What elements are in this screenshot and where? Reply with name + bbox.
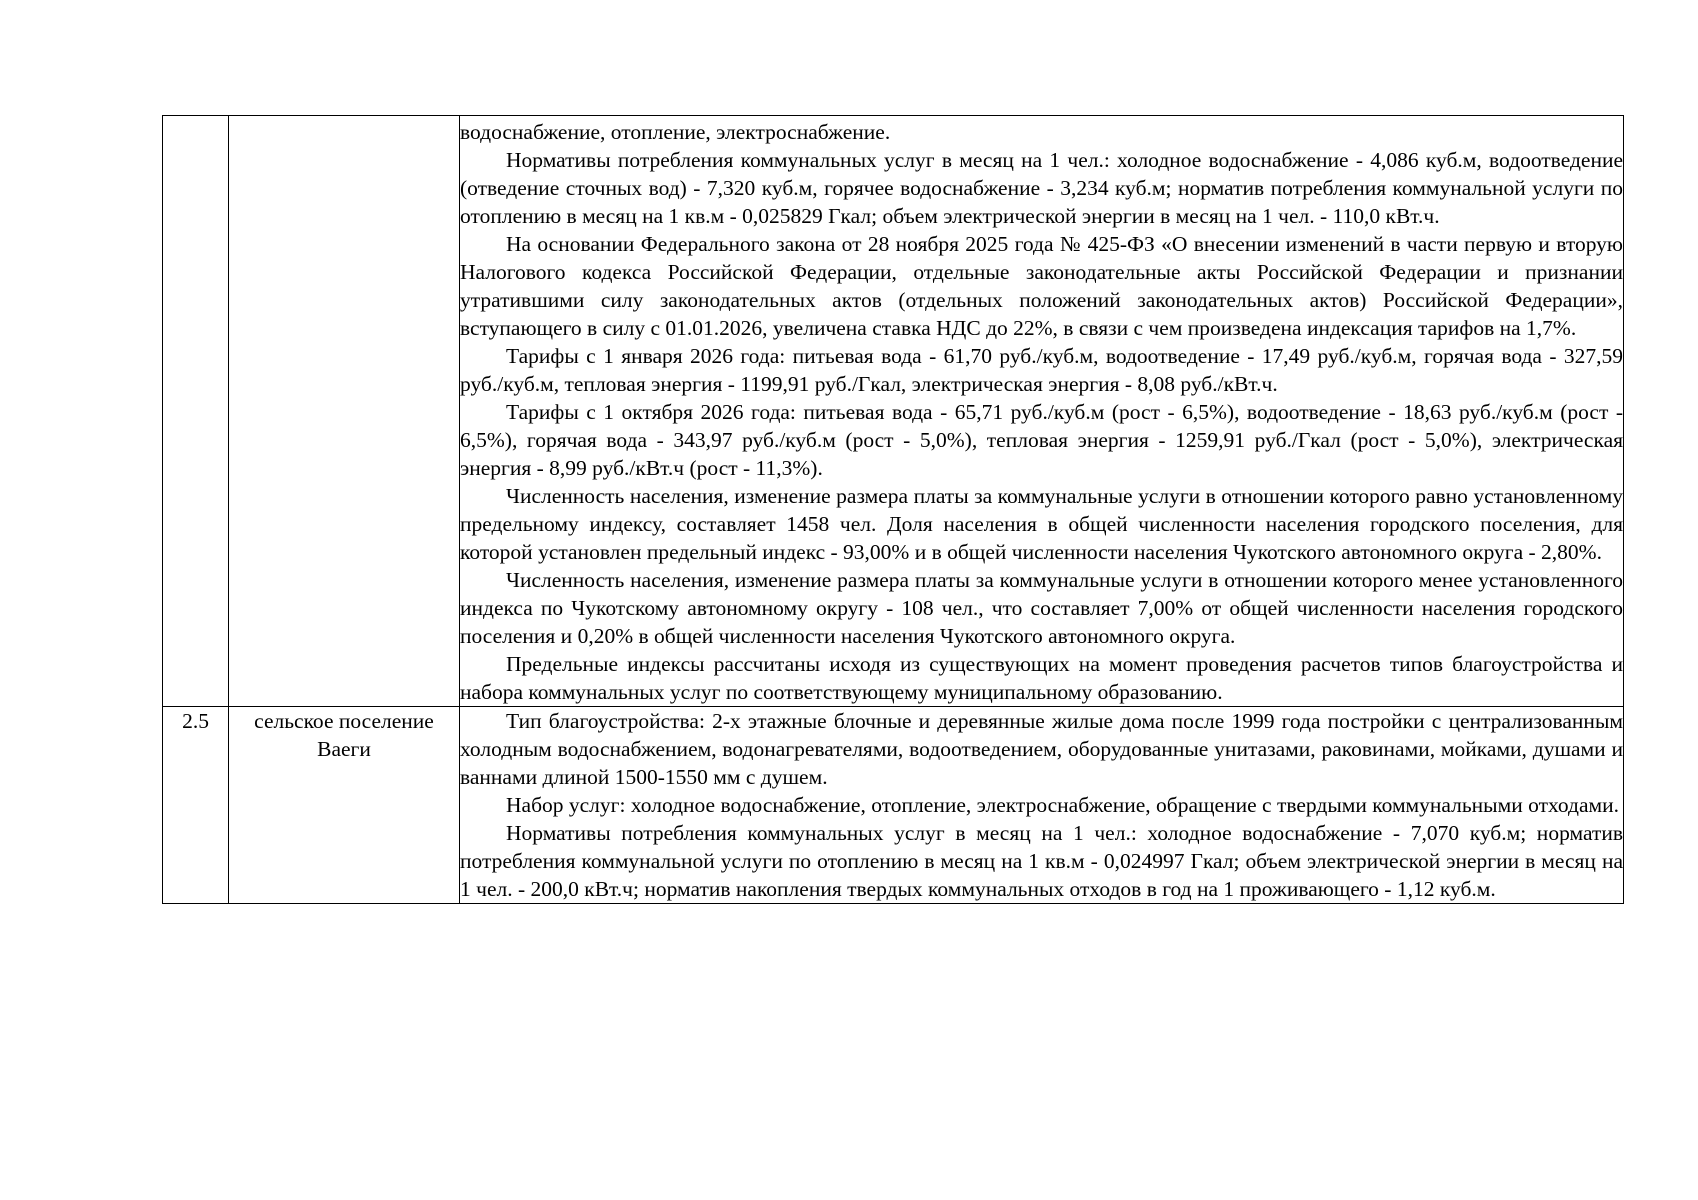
tariff-table [162,115,1624,904]
description-paragraph: Набор услуг: холодное водоснабжение, отопление, электроснабжение, обращение с твердыми коммунальными отходами. [506,793,1620,817]
description-paragraph: Нормативы потребления коммунальных услуг в месяц на 1 чел.: холодное водоснабжение - 4,086 куб.м, водоотведение (отведение сточных вод) - 7,320 куб.м, горячее водоснабжение - 3,234 куб.м; норматив потребления коммунальной услуги по отоплению в месяц на 1 кв.м - 0,025829 Гкал; объем электрической энергии в месяц на 1 чел. - 110,0 кВт.ч. [460,148,1623,228]
description-paragraph: Нормативы потребления коммунальных услуг в месяц на 1 чел.: холодное водоснабжение - 7,070 куб.м; норматив потребления коммунальной услуги по отоплению в месяц на 1 кв.м - 0,024997 Гкал; объем электрической энергии в месяц на 1 чел. - 200,0 кВт.ч; норматив накопления твердых коммунальных отходов в год на 1 проживающего - 1,12 куб.м. [460,821,1623,901]
description-paragraph: На основании Федерального закона от 28 ноября 2025 года № 425-ФЗ «О внесении изменений в части первую и вторую Налогового кодекса Российской Федерации, отдельные законодательные акты Российской Федерации и признании утратившими силу законодательных актов (отдельных положений законодательных актов) Российской Федерации», вступающего в силу с 01.01.2026, увеличена ставка НДС до 22%, в связи с чем произведена индексация тарифов на 1,7%. [460,232,1623,340]
description-paragraph: Предельные индексы рассчитаны исходя из существующих на момент проведения расчетов типов благоустройства и набора коммунальных услуг по соответствующему муниципальному образованию. [460,652,1623,704]
description-cell [460,707,1624,904]
settlement-name [229,116,460,707]
description-paragraph: Тарифы с 1 октября 2026 года: питьевая вода - 65,71 руб./куб.м (рост - 6,5%), водоотведение - 18,63 руб./куб.м (рост - 6,5%), горячая вода - 343,97 руб./куб.м (рост - 5,0%), тепловая энергия - 1259,91 руб./Гкал (рост - 5,0%), электрическая энергия - 8,99 руб./кВт.ч (рост - 11,3%). [460,400,1623,480]
settlement-name: сельское поселение Ваеги [229,707,460,904]
description-paragraph: Тарифы с 1 января 2026 года: питьевая вода - 61,70 руб./куб.м, водоотведение - 17,49 руб./куб.м, горячая вода - 327,59 руб./куб.м, тепловая энергия - 1199,91 руб./Гкал, электрическая энергия - 8,08 руб./кВт.ч. [460,344,1623,396]
table-row [163,116,1624,707]
description-paragraph: Численность населения, изменение размера платы за коммунальные услуги в отношении которого равно установленному предельному индексу, составляет 1458 чел. Доля населения в общей численности населения городского поселения, для которой установлен предельный индекс - 93,00% и в общей численности населения Чукотского автономного округа - 2,80%. [460,484,1623,564]
row-number: 2.5 [163,707,229,904]
row-number [163,116,229,707]
table-row [163,707,1624,904]
description-paragraph: Тип благоустройства: 2-х этажные блочные и деревянные жилые дома после 1999 года постройки с централизованным холодным водоснабжением, водонагревателями, водоотведением, оборудованные унитазами, раковинами, мойками, душами и ваннами длиной 1500-1550 мм с душем. [460,709,1623,789]
description-cell [460,116,1624,707]
description-paragraph: Численность населения, изменение размера платы за коммунальные услуги в отношении которого менее установленного индекса по Чукотскому автономному округу - 108 чел., что составляет 7,00% от общей численности населения городского поселения и 0,20% в общей численности населения Чукотского автономного округа. [460,568,1623,648]
description-paragraph: водоснабжение, отопление, электроснабжение. [460,120,891,144]
